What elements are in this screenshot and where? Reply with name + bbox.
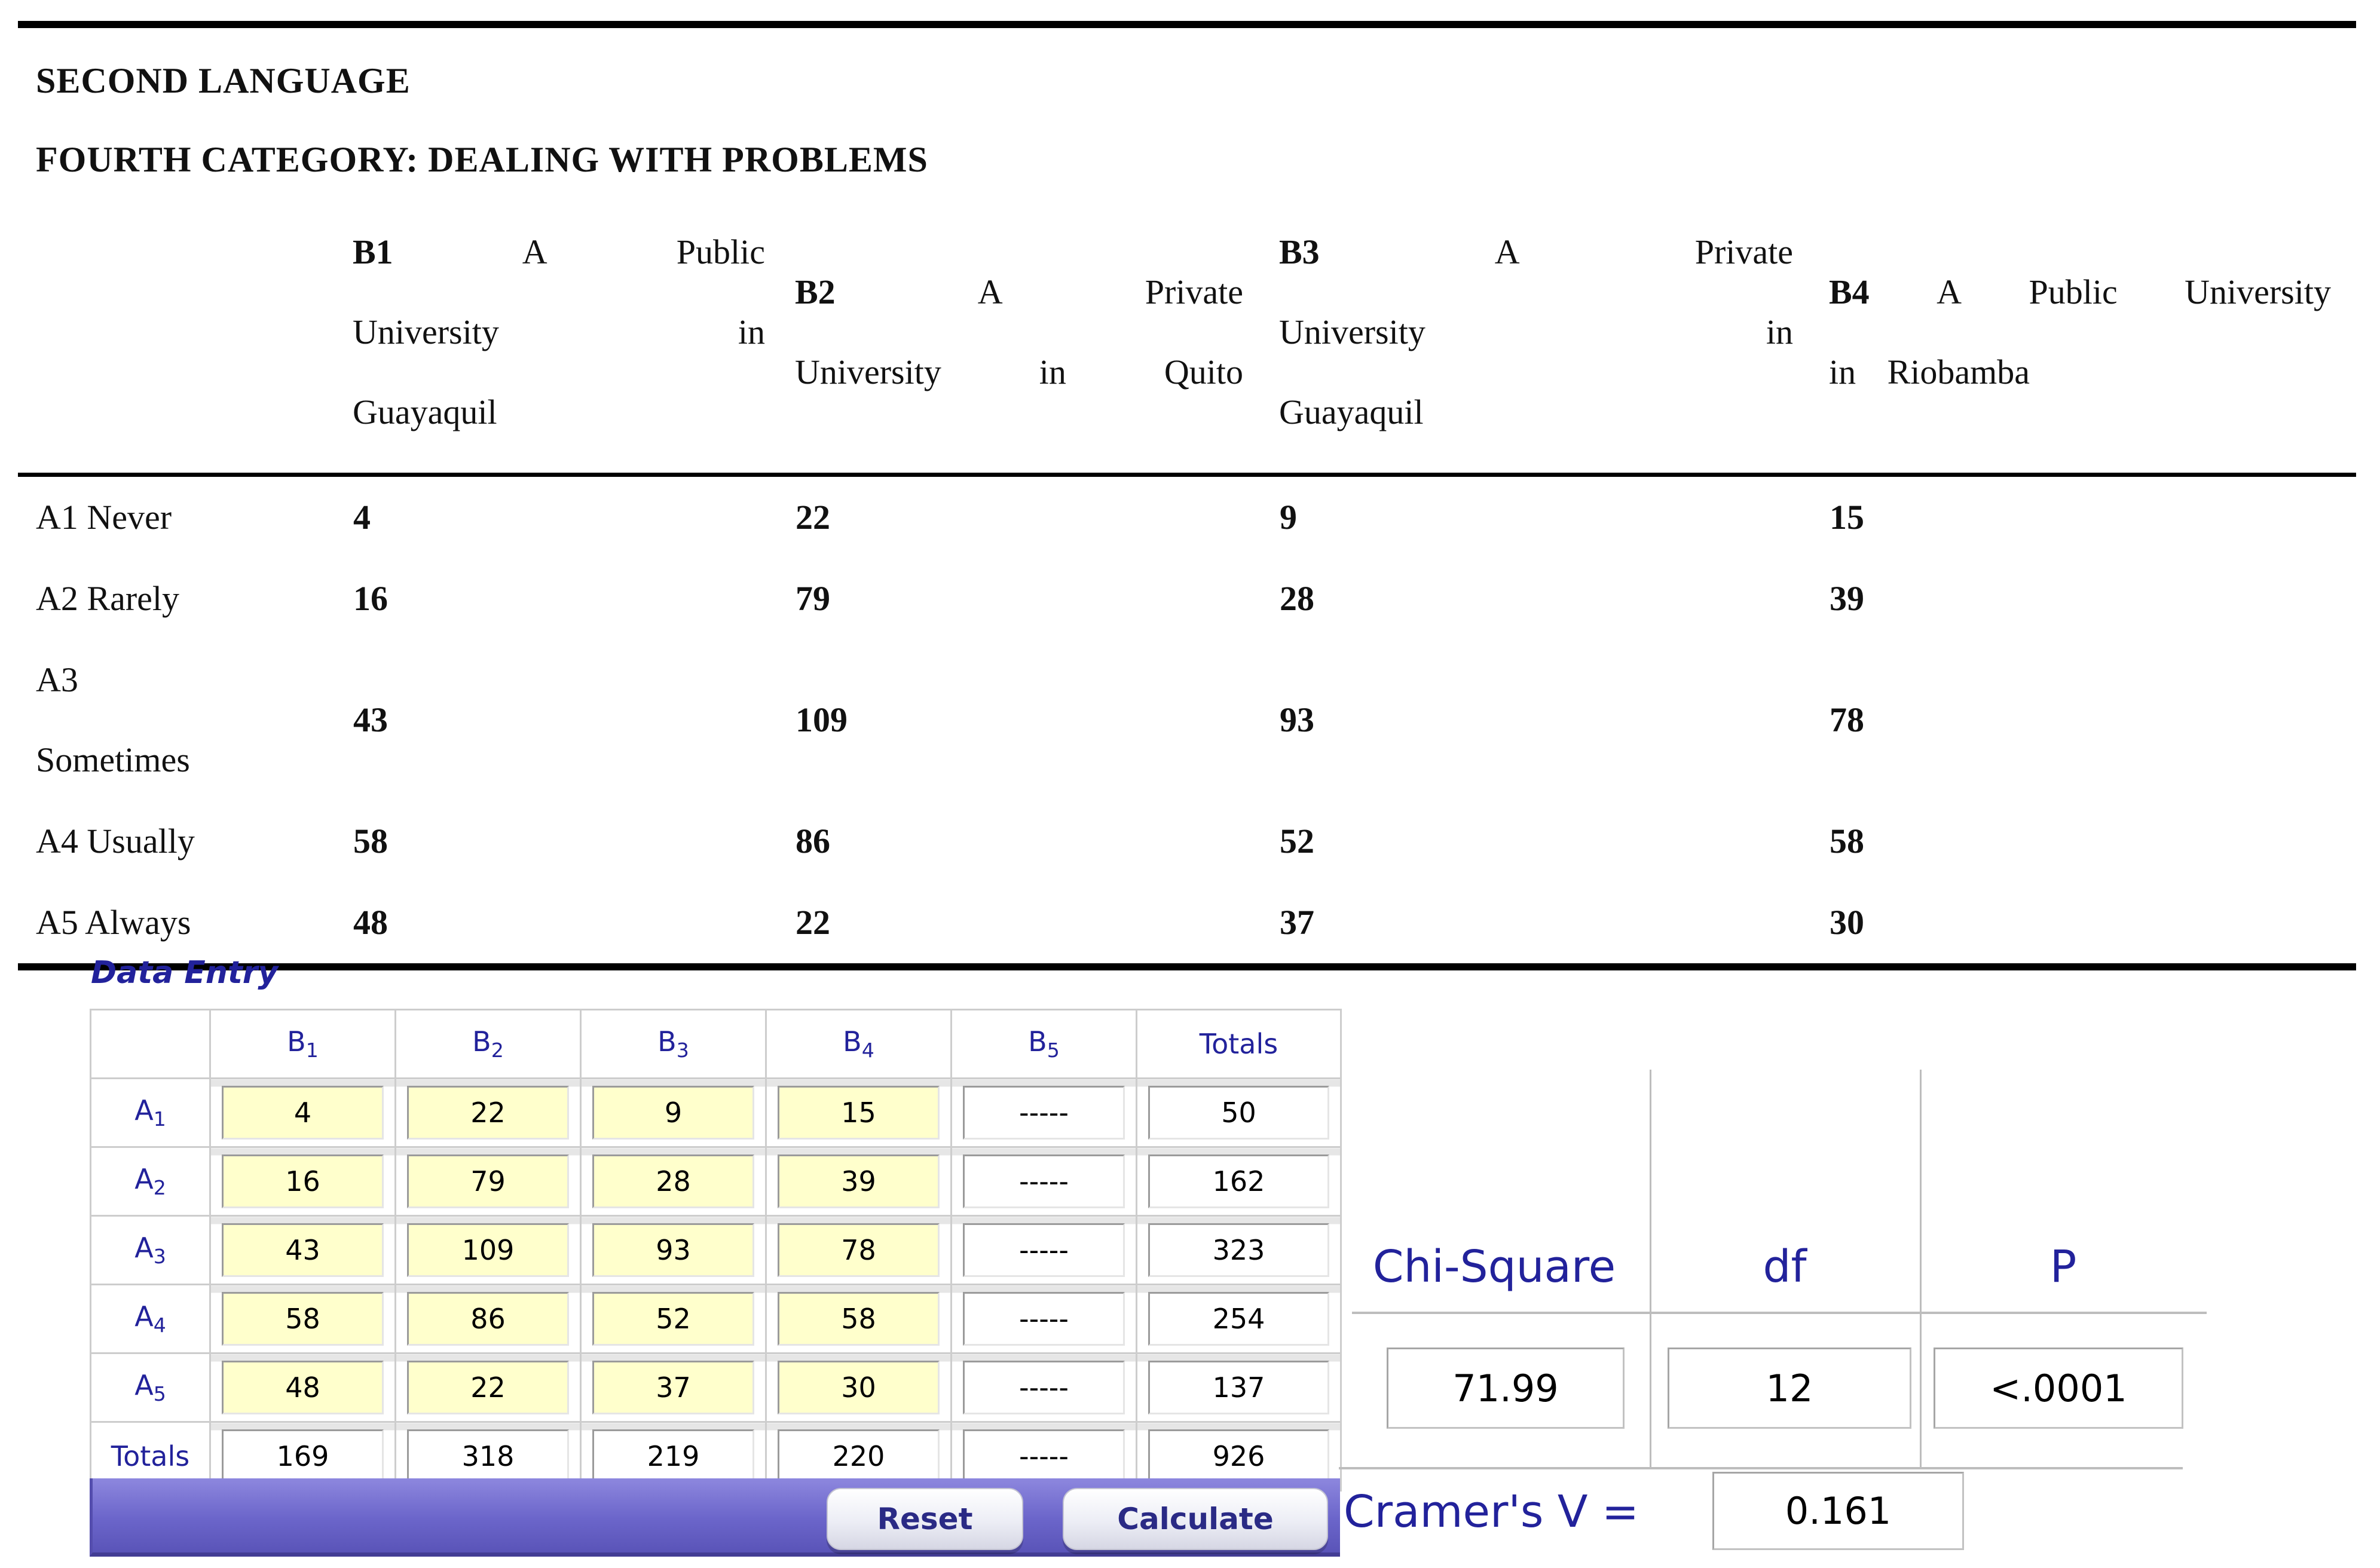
results-bottom-rule: [1339, 1467, 2183, 1469]
row-label: A2 Rarely: [36, 579, 179, 618]
df-header: df: [1763, 1241, 1807, 1293]
table-row-a2: [18, 558, 2356, 639]
document-title-line1: SECOND LANGUAGE: [36, 61, 411, 100]
p-value-field[interactable]: <.0001: [1934, 1348, 2183, 1429]
header-row: [18, 204, 2356, 475]
table-row-a5: [18, 882, 2356, 963]
cell-a1-b4: 15: [1830, 498, 1864, 537]
input-a4-b1[interactable]: 58: [222, 1292, 384, 1346]
cell-a5-b4: 30: [1830, 903, 1864, 942]
header-b1-code: B1: [353, 232, 393, 271]
output-total-b4[interactable]: 220: [778, 1429, 940, 1483]
cell-a4-b4: 58: [1830, 822, 1864, 860]
input-a3-b5[interactable]: -----: [963, 1223, 1125, 1277]
col-header-b4: $B_4$: [766, 1010, 952, 1079]
input-a1-b2[interactable]: 22: [407, 1086, 569, 1140]
row-header-a1: $A_1$: [91, 1079, 210, 1147]
input-a2-b1[interactable]: 16: [222, 1154, 384, 1208]
header-b2-code: B2: [795, 272, 836, 311]
cell-a3-b1: 43: [353, 700, 388, 739]
input-a3-b3[interactable]: 93: [592, 1223, 754, 1277]
header-b4-code: B4: [1829, 272, 1870, 311]
output-grand-total[interactable]: 926: [1148, 1429, 1329, 1483]
cell-a4-b3: 52: [1280, 822, 1314, 860]
col-header-b5: $B_5$: [952, 1010, 1137, 1079]
cell-a1-b1: 4: [353, 498, 371, 537]
calc-row-a3: [91, 1216, 1341, 1285]
col-header-totals: Totals: [1137, 1010, 1341, 1079]
input-a4-b5[interactable]: -----: [963, 1292, 1125, 1346]
input-a5-b3[interactable]: 37: [592, 1361, 754, 1414]
col-header-b3: $B_3$: [581, 1010, 766, 1079]
button-bar: [90, 1478, 1340, 1557]
cell-a5-b3: 37: [1280, 903, 1314, 942]
calc-row-a5: [91, 1353, 1341, 1422]
row-header-a4: $A_4$: [91, 1285, 210, 1353]
cell-a1-b2: 22: [796, 498, 830, 537]
cell-a3-b4: 78: [1830, 700, 1864, 739]
output-total-b3[interactable]: 219: [592, 1429, 754, 1483]
cramers-v-value-field[interactable]: 0.161: [1712, 1472, 1964, 1550]
input-a1-b3[interactable]: 9: [592, 1086, 754, 1140]
header-b4: B4 A Public University in Riobamba: [1829, 204, 2356, 475]
row-label: A1 Never: [36, 498, 172, 537]
output-a3-total[interactable]: 323: [1148, 1223, 1329, 1277]
document-title-line2: FOURTH CATEGORY: DEALING WITH PROBLEMS: [36, 140, 928, 179]
chi-square-value-field[interactable]: 71.99: [1387, 1348, 1625, 1429]
header-empty-cell: [18, 204, 353, 475]
output-a1-total[interactable]: 50: [1148, 1086, 1329, 1140]
input-a5-b5[interactable]: -----: [963, 1361, 1125, 1414]
calc-header-row: [91, 1010, 1341, 1079]
cell-a2-b4: 39: [1830, 579, 1864, 618]
header-b1: B1 A Public University in Guayaquil: [353, 204, 795, 475]
chi-square-header: Chi-Square: [1372, 1241, 1616, 1293]
calc-row-a1: [91, 1079, 1341, 1147]
input-a3-b1[interactable]: 43: [222, 1223, 384, 1277]
output-a5-total[interactable]: 137: [1148, 1361, 1329, 1414]
cell-a3-b2: 109: [796, 700, 848, 739]
input-a4-b4[interactable]: 58: [778, 1292, 940, 1346]
calc-corner-cell: [91, 1010, 210, 1079]
output-a4-total[interactable]: 254: [1148, 1292, 1329, 1346]
input-a5-b2[interactable]: 22: [407, 1361, 569, 1414]
document-titles: [36, 41, 2356, 199]
cramers-v-label: Cramer's V =: [1344, 1486, 1639, 1538]
input-a2-b4[interactable]: 39: [778, 1154, 940, 1208]
input-a5-b4[interactable]: 30: [778, 1361, 940, 1414]
table-row-a1: [18, 475, 2356, 559]
data-entry-table: [90, 1009, 1342, 1492]
input-a2-b3[interactable]: 28: [592, 1154, 754, 1208]
input-a1-b5[interactable]: -----: [963, 1086, 1125, 1140]
p-header: P: [2049, 1241, 2077, 1293]
input-a2-b2[interactable]: 79: [407, 1154, 569, 1208]
data-entry-heading: Data Entry: [91, 955, 279, 991]
input-a4-b3[interactable]: 52: [592, 1292, 754, 1346]
cell-a2-b2: 79: [796, 579, 830, 618]
row-header-a5: $A_5$: [91, 1353, 210, 1422]
row-header-totals: Totals: [91, 1422, 210, 1491]
document-section: [18, 21, 2356, 970]
cell-a5-b1: 48: [353, 903, 388, 942]
input-a1-b1[interactable]: 4: [222, 1086, 384, 1140]
table-row-a3: [18, 639, 2356, 801]
cell-a1-b3: 9: [1280, 498, 1297, 537]
row-header-a2: $A_2$: [91, 1147, 210, 1216]
cell-a4-b1: 58: [353, 822, 388, 860]
header-b3-code: B3: [1279, 232, 1320, 271]
input-a4-b2[interactable]: 86: [407, 1292, 569, 1346]
col-header-b1: $B_1$: [210, 1010, 396, 1079]
calculate-button[interactable]: Calculate: [1063, 1488, 1328, 1550]
calc-row-a2: [91, 1147, 1341, 1216]
table-row-a4: [18, 801, 2356, 882]
output-total-b5[interactable]: -----: [963, 1429, 1125, 1483]
calc-row-a4: [91, 1285, 1341, 1353]
cell-a5-b2: 22: [796, 903, 830, 942]
row-label: A4 Usually: [36, 822, 195, 860]
cell-a2-b1: 16: [353, 579, 388, 618]
input-a3-b4[interactable]: 78: [778, 1223, 940, 1277]
input-a1-b4[interactable]: 15: [778, 1086, 940, 1140]
header-b2: B2 A Private University in Quito: [795, 204, 1279, 475]
reset-button[interactable]: Reset: [827, 1488, 1023, 1550]
input-a3-b2[interactable]: 109: [407, 1223, 569, 1277]
row-label: A3 Sometimes: [36, 660, 190, 779]
input-a5-b1[interactable]: 48: [222, 1361, 384, 1414]
results-header-underline: [1352, 1312, 2207, 1314]
col-header-b2: $B_2$: [396, 1010, 581, 1079]
output-a2-total[interactable]: 162: [1148, 1154, 1329, 1208]
cell-a4-b2: 86: [796, 822, 830, 860]
row-label: A5 Always: [36, 903, 191, 942]
output-total-b2[interactable]: 318: [407, 1429, 569, 1483]
row-header-a3: $A_3$: [91, 1216, 210, 1285]
results-table: [18, 204, 2356, 963]
header-b3: B3 A Private University in Guayaquil: [1279, 204, 1829, 475]
input-a2-b5[interactable]: -----: [963, 1154, 1125, 1208]
cell-a2-b3: 28: [1280, 579, 1314, 618]
output-total-b1[interactable]: 169: [222, 1429, 384, 1483]
cell-a3-b3: 93: [1280, 700, 1314, 739]
df-value-field[interactable]: 12: [1668, 1348, 1911, 1429]
